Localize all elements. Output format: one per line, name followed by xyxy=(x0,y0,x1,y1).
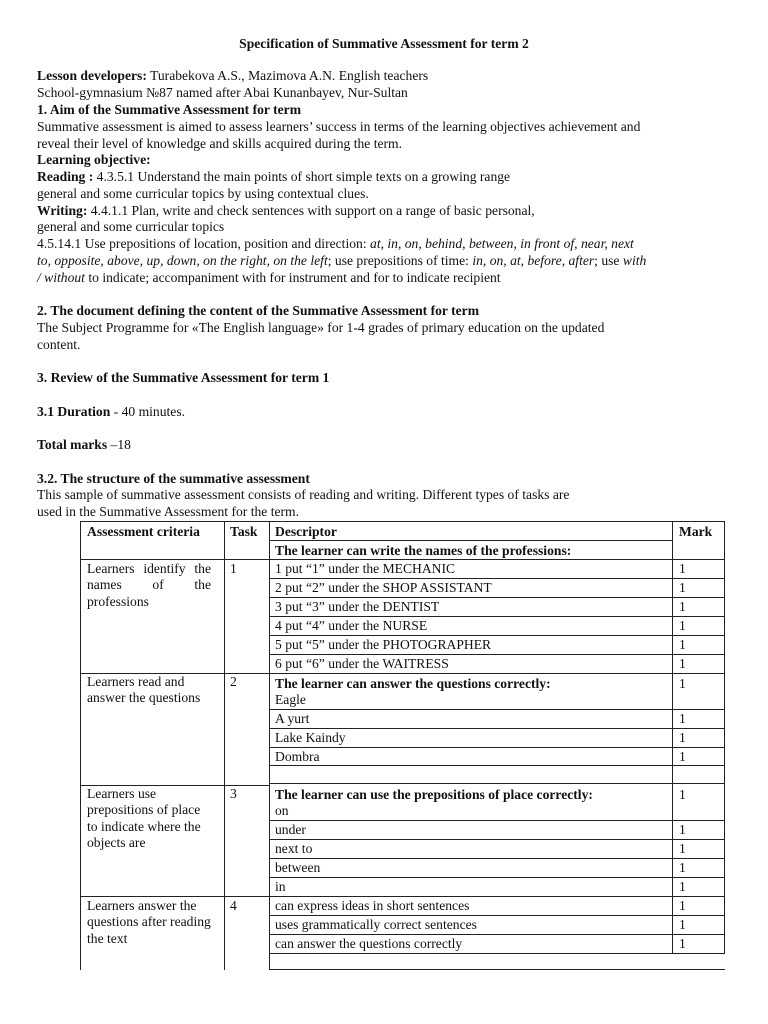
prepositions-line-2 xyxy=(37,253,646,270)
prep-text-b: at, in, on, behind, between, in front of, near, next xyxy=(370,236,634,251)
prep-text-a: 4.5.14.1 Use prepositions of location, position and direction: xyxy=(37,236,371,251)
mark-cell: 1 xyxy=(679,936,686,951)
mark-cell: 1 xyxy=(679,618,686,633)
descriptor-cell: 4 put “4” under the NURSE xyxy=(275,618,428,633)
document-title: Specification of Summative Assessment for term 2 xyxy=(239,36,529,51)
total-marks-value: –18 xyxy=(107,437,131,452)
mark-cell: 1 xyxy=(679,749,686,764)
mark-cell: 1 xyxy=(679,561,686,576)
row-line xyxy=(80,559,725,560)
table-col-line-3 xyxy=(672,521,673,954)
prepositions-line-3 xyxy=(37,270,501,287)
mark-cell: 1 xyxy=(679,841,686,856)
writing-line-1 xyxy=(37,203,535,220)
descriptor-cell: in xyxy=(275,879,286,894)
group4-task: 4 xyxy=(230,898,237,913)
writing-label: Writing: xyxy=(37,203,88,218)
learning-objective-label: Learning objective: xyxy=(37,152,151,167)
section1-heading: 1. Aim of the Summative Assessment for term xyxy=(37,102,302,117)
mark-cell: 1 xyxy=(679,580,686,595)
row-line xyxy=(80,896,725,897)
prep-text-g: with xyxy=(622,253,647,268)
descriptor-cell: between xyxy=(275,860,321,875)
header-mark: Mark xyxy=(679,524,713,539)
descriptor-cell: Dombra xyxy=(275,749,320,764)
prep-text-f: ; use xyxy=(594,253,623,268)
header-descriptor: Descriptor xyxy=(275,524,337,539)
assessment-table xyxy=(80,521,725,970)
descriptor-cell: 1 put “1” under the MECHANIC xyxy=(275,561,456,576)
section1-text-2: reveal their level of knowledge and skills acquired during the term. xyxy=(37,136,403,151)
row-line xyxy=(269,877,725,878)
header-task: Task xyxy=(230,524,258,539)
header-sub-line xyxy=(269,540,673,541)
prep-text-c: to, opposite, above, up, down, on the right, on the left xyxy=(37,253,328,268)
duration-line xyxy=(37,404,185,421)
group3-heading: The learner can use the prepositions of place correctly: xyxy=(275,787,593,802)
group3-task: 3 xyxy=(230,786,237,801)
prep-text-e: in, on, at, before, after xyxy=(472,253,595,268)
group1-heading: The learner can write the names of the professions: xyxy=(275,543,572,558)
mark-cell: 1 xyxy=(679,917,686,932)
mark-cell: 1 xyxy=(679,879,686,894)
developers-names: Turabekova A.S., Mazimova A.N. English teachers xyxy=(146,68,429,83)
row-line xyxy=(269,635,725,636)
structure-heading: 3.2. The structure of the summative assessment xyxy=(37,471,310,486)
group1-criteria: Learners identify the names of the professions xyxy=(87,561,211,609)
mark-cell: 1 xyxy=(679,860,686,875)
mark-cell: 1 xyxy=(679,711,686,726)
school-line: School-gymnasium №87 named after Abai Kunanbayev, Nur-Sultan xyxy=(37,85,408,100)
section3-heading: 3. Review of the Summative Assessment for term 1 xyxy=(37,370,330,385)
group2-criteria: Learners read and answer the questions xyxy=(87,674,201,706)
writing-line-2: general and some curricular topics xyxy=(37,219,225,234)
row-line xyxy=(269,728,725,729)
descriptor-cell: 3 put “3” under the DENTIST xyxy=(275,599,440,614)
descriptor-cell: A yurt xyxy=(275,711,310,726)
group2-task: 2 xyxy=(230,674,237,689)
row-line xyxy=(269,616,725,617)
table-border-right xyxy=(724,521,725,954)
descriptor-cell: 5 put “5” under the PHOTOGRAPHER xyxy=(275,637,492,652)
descriptor-cell: uses grammatically correct sentences xyxy=(275,917,477,932)
reading-line-2: general and some curricular topics by using contextual clues. xyxy=(37,186,369,201)
total-marks-label: Total marks xyxy=(37,437,108,452)
total-marks-line xyxy=(37,437,131,454)
row-line xyxy=(269,709,725,710)
mark-cell: 1 xyxy=(679,676,686,691)
row-line xyxy=(269,597,725,598)
prep-text-i: to indicate; accompaniment with for instrument and for to indicate recipient xyxy=(84,270,501,285)
reading-label: Reading : xyxy=(37,169,94,184)
row-line xyxy=(269,953,725,954)
developers-label: Lesson developers: xyxy=(37,68,147,83)
header-criteria: Assessment criteria xyxy=(87,524,200,539)
mark-cell: 1 xyxy=(679,730,686,745)
duration-value: - 40 minutes. xyxy=(110,404,186,419)
structure-text-2: used in the Summative Assessment for the term. xyxy=(37,504,300,519)
mark-cell: 1 xyxy=(679,599,686,614)
section2-heading: 2. The document defining the content of the Summative Assessment for term xyxy=(37,303,480,318)
reading-text-1: 4.3.5.1 Understand the main points of short simple texts on a growing range xyxy=(93,169,511,184)
developers-line xyxy=(37,68,428,85)
descriptor-cell: can answer the questions correctly xyxy=(275,936,463,951)
prep-text-d: ; use prepositions of time: xyxy=(327,253,473,268)
group1-task: 1 xyxy=(230,561,237,576)
row-line xyxy=(269,783,725,784)
descriptor-cell: 6 put “6” under the WAITRESS xyxy=(275,656,449,671)
section2-text-1: The Subject Programme for «The English language» for 1-4 grades of primary education on the updated xyxy=(37,320,605,335)
mark-cell: 1 xyxy=(679,637,686,652)
writing-text-1: 4.4.1.1 Plan, write and check sentences with support on a range of basic personal, xyxy=(87,203,535,218)
prep-text-h: / without xyxy=(37,270,85,285)
row-line xyxy=(269,747,725,748)
prepositions-line-1 xyxy=(37,236,634,253)
row-line xyxy=(269,839,725,840)
descriptor-cell: Eagle xyxy=(275,692,306,707)
row-line xyxy=(269,858,725,859)
section2-text-2: content. xyxy=(37,337,81,352)
row-line xyxy=(269,765,725,766)
group2-heading: The learner can answer the questions correctly: xyxy=(275,676,551,691)
mark-cell: 1 xyxy=(679,787,686,802)
descriptor-cell: next to xyxy=(275,841,313,856)
reading-line-1 xyxy=(37,169,510,186)
descriptor-cell: under xyxy=(275,822,306,837)
row-line xyxy=(269,934,725,935)
duration-label: 3.1 Duration xyxy=(37,404,111,419)
mark-cell: 1 xyxy=(679,822,686,837)
row-line xyxy=(269,820,725,821)
descriptor-cell: can express ideas in short sentences xyxy=(275,898,470,913)
table-col-line-2 xyxy=(269,521,270,970)
descriptor-cell: Lake Kaindy xyxy=(275,730,346,745)
table-border-top xyxy=(80,521,725,522)
mark-cell: 1 xyxy=(679,656,686,671)
table-col-line-1 xyxy=(224,521,225,970)
mark-cell: 1 xyxy=(679,898,686,913)
row-line xyxy=(269,654,725,655)
group4-criteria: Learners answer the questions after reading the text xyxy=(87,898,211,946)
row-line xyxy=(269,915,725,916)
table-border-left xyxy=(80,521,81,970)
structure-text-1: This sample of summative assessment consists of reading and writing. Different types of tasks are xyxy=(37,487,570,502)
row-line xyxy=(269,578,725,579)
descriptor-cell: on xyxy=(275,803,289,818)
group3-criteria: Learners use prepositions of place to indicate where the objects are xyxy=(87,786,201,851)
section1-text-1: Summative assessment is aimed to assess learners’ success in terms of the learning objectives achievement and xyxy=(37,119,641,134)
descriptor-cell: 2 put “2” under the SHOP ASSISTANT xyxy=(275,580,492,595)
table-border-bottom xyxy=(269,969,725,970)
